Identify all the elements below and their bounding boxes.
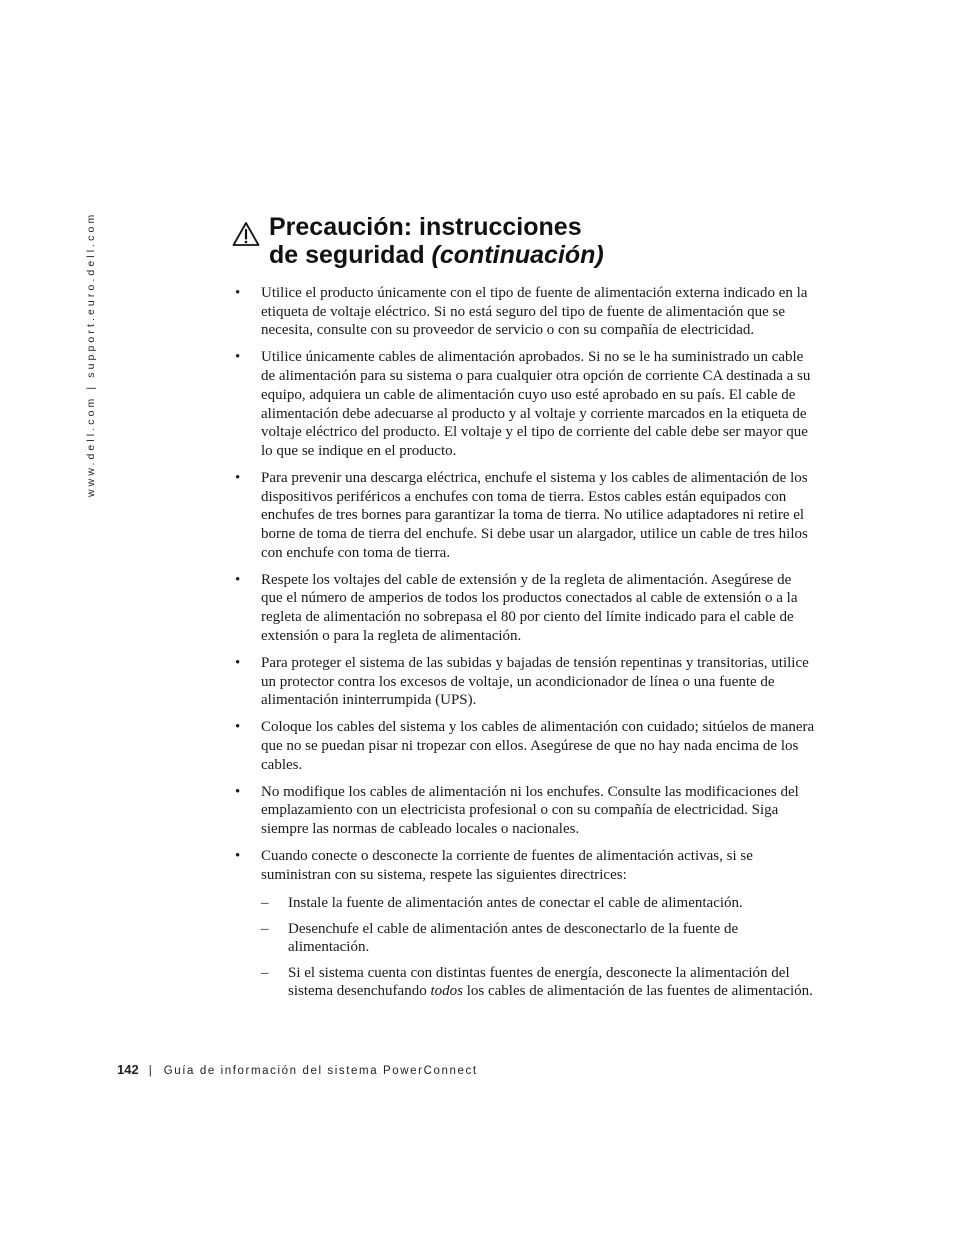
list-item — [231, 348, 816, 460]
list-item-text: Para proteger el sistema de las subidas y bajadas de tensión repentinas y transitorias, utilice un protector contra los excesos de voltaje, un acondicionador de línea o una fuente de alimentación ininterrumpida (UPS). — [261, 654, 809, 709]
bullet-mark: • — [235, 285, 241, 301]
emphasis-todos: todos — [430, 983, 463, 1000]
bullet-mark: • — [235, 654, 241, 671]
bullet-mark: • — [235, 469, 241, 486]
sub-list-item — [261, 894, 816, 913]
sidebar-url: www.dell.com | support.euro.dell.com — [85, 211, 97, 497]
sub-list-item — [261, 920, 816, 957]
bullet-mark: • — [235, 349, 241, 366]
list-item — [231, 571, 816, 646]
footer-title: Guía de información del sistema PowerConnect — [163, 1065, 478, 1077]
list-item-text: Utilice únicamente cables de alimentación aprobados. Si no se le ha suministrado un cable de alimentación para su sistema o para cualquier otra opción de corriente CA destinada a su equipo, adquiera un cable de alimentación cuyo uso esté aprobado en su país. El cable de alimentación debe adecuarse al producto y al voltaje y corriente marcados en la etiqueta de voltaje eléctrico del producto. El voltaje y el tipo de corriente del cable debe ser mayor que lo que se indique en el producto. — [261, 349, 811, 459]
footer-separator: | — [148, 1065, 152, 1077]
list-item-text: Utilice el producto únicamente con el tipo de fuente de alimentación externa indicado en la etiqueta de voltaje eléctrico. Si no está seguro del tipo de fuente de alimentación que se necesita, consulte con su proveedor de servicio o con su compañía de electricidad. — [261, 285, 808, 339]
dash-mark: – — [261, 895, 269, 912]
list-item — [231, 783, 816, 839]
list-item-text: Respete los voltajes del cable de extensión y de la regleta de alimentación. Asegúrese de que el número de amperios de todos los productos conectados al cable de extensión o a la regleta de alimentación no sobrepasa el 80 por ciento del límite indicado para el cable de extensión o para la regleta de alimentación. — [261, 571, 798, 644]
warning-triangle-icon — [232, 221, 260, 247]
sub-list-item-text — [288, 965, 813, 1000]
list-item-text: Cuando conecte o desconecte la corriente de fuentes de alimentación activas, si se suministran con su sistema, respete las siguientes directrices: — [261, 848, 753, 883]
heading-line-2 — [232, 241, 604, 269]
list-item-text: Para prevenir una descarga eléctrica, enchufe el sistema y los cables de alimentación de los dispositivos periféricos a enchufes con toma de tierra. Estos cables están equipados con enchufes de tres bornes para garantizar la toma de tierra. No utilice adaptadores ni retire el borne de toma de tierra del enchufe. Si debe usar un alargador, utilice un cable de tres hilos con enchufe con toma de tierra. — [261, 469, 808, 561]
list-item — [231, 654, 816, 710]
sub-bullet-list — [261, 894, 816, 1001]
list-item — [231, 469, 816, 563]
bullet-mark: • — [235, 848, 241, 865]
sub-list-item-text: Desenchufe el cable de alimentación antes de desconectarlo de la fuente de alimentación. — [288, 920, 739, 956]
sub-list-item-text: Instale la fuente de alimentación antes de conectar el cable de alimentación. — [288, 895, 743, 912]
page-number: 142 — [117, 1062, 139, 1077]
safety-instructions — [231, 284, 816, 1009]
list-item-text: Coloque los cables del sistema y los cables de alimentación con cuidado; sitúelos de manera que no se puedan pisar ni tropezar con ellos. Asegúrese de que no hay nada encima de los cables. — [261, 719, 815, 773]
page-footer — [117, 1062, 478, 1077]
heading-line-1: Precaución: instrucciones — [269, 213, 582, 241]
dash-mark: – — [261, 964, 269, 981]
bullet-list — [231, 284, 816, 1001]
list-item — [231, 718, 816, 774]
section-heading — [232, 213, 604, 269]
list-item — [231, 284, 816, 340]
sub-list-item-text-a: Si el sistema cuenta con distintas fuentes de energía, desconecte la alimentación del sistema desenchufando — [288, 964, 790, 1000]
dash-mark: – — [261, 920, 269, 937]
bullet-mark: • — [235, 571, 241, 588]
sub-list-item — [261, 964, 816, 1001]
heading-continuation: (continuación) — [431, 241, 604, 269]
list-item — [231, 847, 816, 1001]
bullet-mark: • — [235, 719, 241, 736]
bullet-mark: • — [235, 783, 241, 800]
heading-line-2-text: de seguridad — [269, 241, 432, 269]
list-item-text: No modifique los cables de alimentación ni los enchufes. Consulte las modificaciones del emplazamiento con un electricista profesional o con su compañía de electricidad. Siga siempre las normas de cableado locales o nacionales. — [261, 783, 799, 838]
sub-list-item-text-b: los cables de alimentación de las fuentes de alimentación. — [462, 983, 813, 1000]
